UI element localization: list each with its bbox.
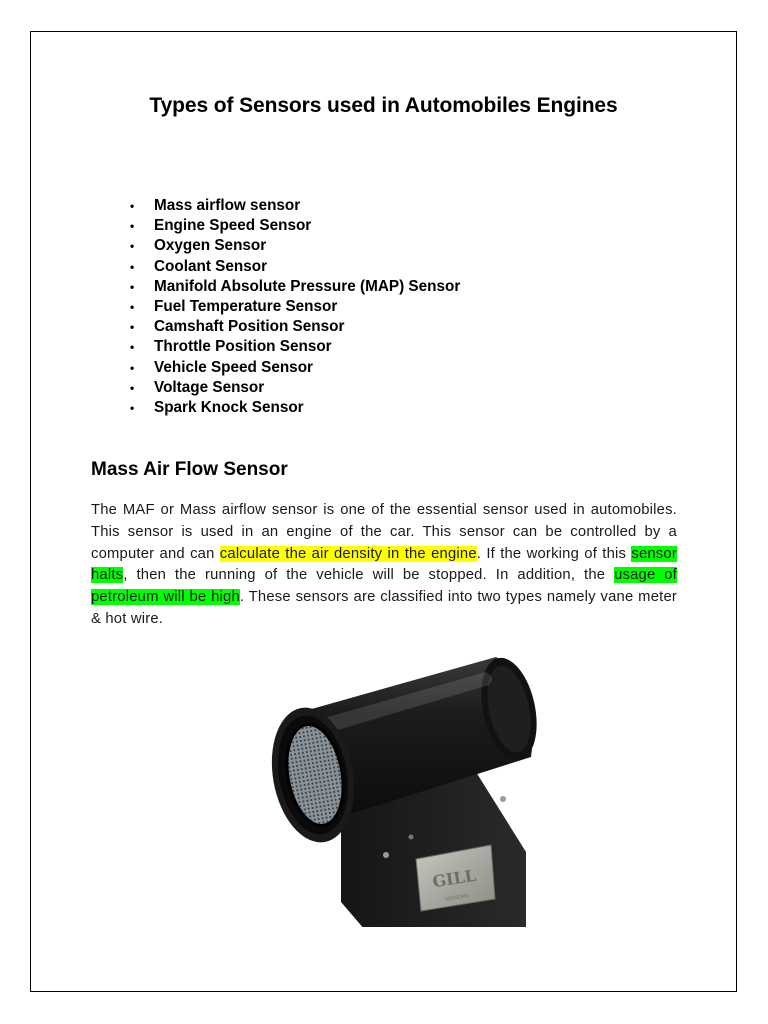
paragraph-text: . These sensors are classified into two types namely vane meter & hot wire. [91,589,677,627]
list-item: • Engine Speed Sensor [126,216,460,236]
highlight-green: sensor halts [91,545,677,584]
maf-sensor-image [241,637,541,927]
paragraph-text: . If the working of this [476,545,632,562]
list-item: • Oxygen Sensor [126,236,460,256]
sensor-list [126,196,460,418]
list-item: • Manifold Absolute Pressure (MAP) Sensor [126,277,460,297]
list-item: • Vehicle Speed Sensor [126,358,460,378]
list-item: • Voltage Sensor [126,378,460,398]
body-paragraph [91,500,677,631]
paragraph-text: The MAF or Mass airflow sensor is one of the essential sensor used in automobiles. This sensor is used in an engine of the car. This sensor can be controlled by a computer and can [91,502,677,562]
document-title: Types of Sensors used in Automobiles Engines [149,94,618,117]
list-item: • Camshaft Position Sensor [126,317,460,337]
highlight-green: usage of petroleum will be high [91,567,677,606]
list-item: • Throttle Position Sensor [126,337,460,357]
list-item: • Coolant Sensor [126,257,460,277]
section-heading: Mass Air Flow Sensor [91,459,288,480]
list-item: • Spark Knock Sensor [126,398,460,418]
paragraph-text: , then the running of the vehicle will be stopped. In addition, the [123,567,615,584]
list-item: • Fuel Temperature Sensor [126,297,460,317]
list-item: • Mass airflow sensor [126,196,460,216]
highlight-yellow: calculate the air density in the engine [219,545,477,562]
logo-text: GILL [431,865,478,892]
logo-subtext: SENSORS [444,893,470,903]
document-page [30,31,737,992]
